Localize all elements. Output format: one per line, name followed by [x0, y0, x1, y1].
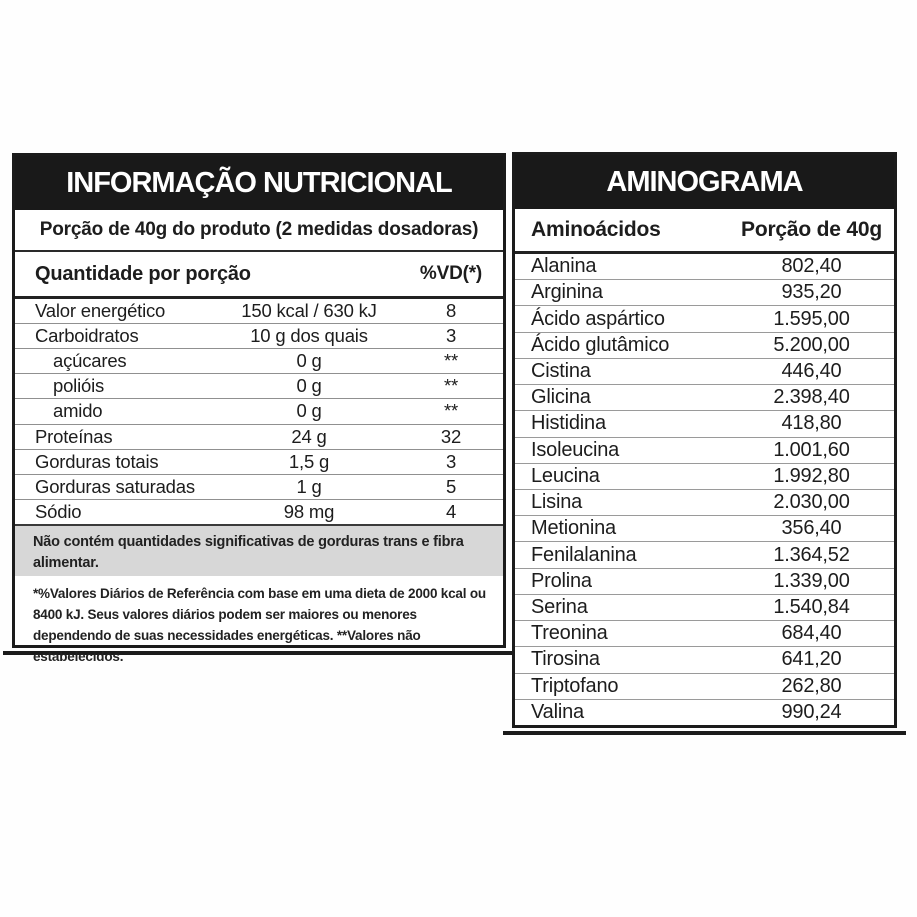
nutrient-name: Sódio — [35, 500, 82, 522]
table-row — [515, 464, 894, 490]
table-row — [515, 254, 894, 280]
aminogram-columns-header — [515, 209, 894, 254]
amino-acid-name: Glicina — [531, 386, 591, 409]
table-row — [515, 647, 894, 673]
nutrition-title-band — [15, 156, 503, 210]
quantity-column-header: Quantidade por porção — [35, 262, 251, 285]
amino-acid-name: Lisina — [531, 491, 583, 514]
nutrient-quantity: 24 g — [291, 425, 327, 447]
aminogram-title-band — [515, 155, 894, 209]
amino-acid-value: 262,80 — [781, 674, 842, 697]
nutrition-title: INFORMAÇÃO NUTRICIONAL — [66, 166, 452, 199]
nutrient-quantity: 1,5 g — [288, 450, 330, 472]
table-row — [15, 500, 503, 524]
table-row — [515, 569, 894, 595]
nutrient-daily-value: ** — [444, 375, 458, 397]
nutrient-name: Proteínas — [35, 425, 113, 447]
amino-acid-value: 418,80 — [781, 412, 842, 435]
table-row — [515, 411, 894, 437]
nutrient-daily-value: 32 — [440, 425, 462, 447]
amino-acid-name: Triptofano — [531, 674, 619, 697]
nutrient-name: Gorduras totais — [35, 450, 159, 472]
amino-acids-column-header: Aminoácidos — [531, 218, 661, 241]
amino-acid-value: 1.001,60 — [773, 438, 850, 461]
amino-acid-name: Isoleucina — [531, 438, 620, 461]
nutrient-quantity: 0 g — [296, 400, 322, 422]
aminogram-panel — [503, 152, 906, 735]
table-row — [15, 374, 503, 399]
table-row — [515, 516, 894, 542]
nutrition-facts-table — [12, 153, 506, 664]
nutrition-columns-header — [15, 252, 503, 299]
table-row — [515, 490, 894, 516]
table-row — [515, 674, 894, 700]
nutrient-quantity: 0 g — [296, 375, 322, 397]
table-row — [515, 385, 894, 411]
amino-acid-name: Histidina — [531, 412, 606, 435]
amino-acid-value: 356,40 — [781, 517, 842, 540]
amino-acid-value: 802,40 — [781, 255, 842, 278]
nutrient-name: Gorduras saturadas — [35, 475, 195, 497]
amino-acid-value: 1.595,00 — [773, 307, 850, 330]
daily-values-footnote: *%Valores Diários de Referência com base em uma dieta de 2000 kcal ou 8400 kJ. Seus valores diários podem ser maiores ou menores dependendo de suas necessidades energéticas. **Valores não estabelecidos. — [33, 586, 486, 664]
nutrient-daily-value: ** — [444, 350, 458, 372]
table-row — [15, 475, 503, 500]
portion-column-header: Porção de 40g — [741, 218, 882, 241]
amino-acid-value: 990,24 — [781, 700, 842, 723]
table-row — [515, 280, 894, 306]
amino-acid-value: 2.398,40 — [773, 386, 850, 409]
table-row — [515, 359, 894, 385]
amino-acid-name: Arginina — [531, 281, 603, 304]
table-row — [515, 542, 894, 568]
nutrient-daily-value: 5 — [445, 475, 457, 497]
amino-acid-name: Prolina — [531, 569, 592, 592]
nutrient-name: amido — [53, 400, 103, 422]
amino-acid-value: 684,40 — [781, 622, 842, 645]
portion-line: Porção de 40g do produto (2 medidas dosadoras) — [15, 210, 503, 252]
daily-value-column-header: %VD(*) — [419, 263, 483, 284]
nutrient-name: Carboidratos — [35, 325, 139, 347]
amino-acid-name: Ácido glutâmico — [531, 333, 670, 356]
amino-acid-name: Leucina — [531, 464, 600, 487]
table-row — [515, 595, 894, 621]
nutrient-daily-value: ** — [444, 400, 458, 422]
nutrient-quantity: 98 mg — [283, 500, 335, 522]
table-row — [515, 333, 894, 359]
table-row — [15, 349, 503, 374]
nutrient-quantity: 0 g — [296, 350, 322, 372]
nutrient-quantity: 150 kcal / 630 kJ — [241, 300, 377, 322]
table-row — [15, 450, 503, 475]
amino-acid-name: Treonina — [531, 622, 608, 645]
amino-acid-name: Tirosina — [531, 648, 600, 671]
nutrient-quantity: 1 g — [296, 475, 322, 497]
nutrition-facts-panel — [3, 153, 515, 664]
amino-acid-value: 935,20 — [781, 281, 842, 304]
amino-acid-value: 1.540,84 — [773, 595, 850, 618]
amino-acid-value: 1.992,80 — [773, 464, 850, 487]
aminogram-table — [512, 152, 897, 728]
amino-acid-value: 1.339,00 — [773, 569, 850, 592]
nutrient-daily-value: 3 — [445, 325, 457, 347]
nutrient-name: Valor energético — [35, 300, 166, 322]
aminogram-rows — [515, 254, 894, 725]
table-row — [515, 306, 894, 332]
table-row — [15, 399, 503, 424]
nutrient-daily-value: 3 — [445, 450, 457, 472]
table-row — [15, 324, 503, 349]
nutrient-name: açúcares — [53, 350, 127, 372]
aminogram-title: AMINOGRAMA — [606, 165, 803, 198]
amino-acid-value: 446,40 — [781, 359, 842, 382]
amino-acid-value: 641,20 — [781, 648, 842, 671]
amino-acid-value: 1.364,52 — [773, 543, 850, 566]
amino-acid-value: 5.200,00 — [773, 333, 850, 356]
nutrient-quantity: 10 g dos quais — [250, 325, 368, 347]
amino-acid-name: Metionina — [531, 517, 616, 540]
amino-acid-name: Cistina — [531, 359, 591, 382]
amino-acid-name: Fenilalanina — [531, 543, 637, 566]
nutrition-rows — [15, 299, 503, 524]
nutrient-name: polióis — [53, 375, 105, 397]
table-row — [515, 438, 894, 464]
table-row — [515, 700, 894, 725]
amino-acid-value: 2.030,00 — [773, 491, 850, 514]
nutrient-daily-value: 4 — [445, 500, 457, 522]
amino-acid-name: Alanina — [531, 255, 597, 278]
amino-acid-name: Serina — [531, 595, 588, 618]
amino-acid-name: Ácido aspártico — [531, 307, 665, 330]
no-significant-amounts-note: Não contém quantidades significativas de gorduras trans e fibra alimentar. — [15, 524, 503, 576]
table-row — [515, 621, 894, 647]
table-row — [15, 299, 503, 324]
table-row — [15, 425, 503, 450]
nutrient-daily-value: 8 — [445, 300, 457, 322]
amino-acid-name: Valina — [531, 700, 584, 723]
